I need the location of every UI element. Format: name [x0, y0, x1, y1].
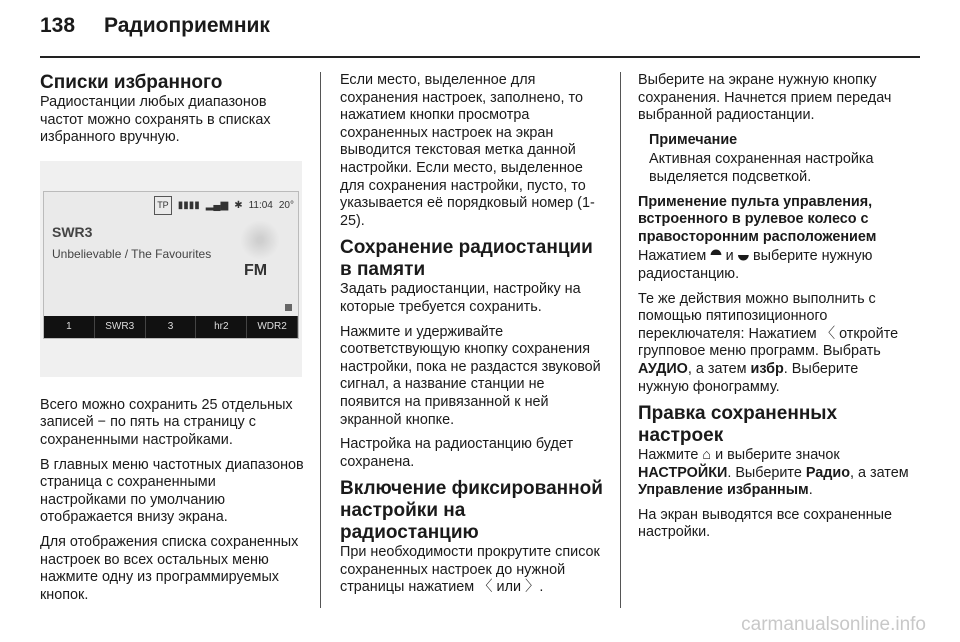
preset-button[interactable]: 3	[146, 316, 197, 338]
preset-button[interactable]: 1	[44, 316, 95, 338]
paragraph: Для отображения списка сохраненных настроек во всех остальных меню нажмите одну из программируемых кнопок.	[40, 533, 299, 603]
paragraph: При необходимости прокрутите список сохраненных настроек до нужной страницы нажатием 〈 или 〉.	[340, 544, 600, 596]
note-title: Примечание	[649, 131, 738, 148]
clock: 11:04	[248, 199, 273, 211]
paragraph: На экран выводятся все сохраненные настройки.	[638, 506, 893, 541]
column-divider	[320, 72, 321, 608]
paragraph: Если место, выделенное для сохранения настроек, заполнено, то нажатием кнопки просмотра сохраненных настроек на экран выводится текстовая метка данной настройки. Если место, выделенное для сохранения настройки, пусто, то указывается её порядковый номер (1-25).	[340, 72, 595, 229]
paragraph: В главных меню частотных диапазонов страница с сохраненными настройками по умолчанию отображается внизу экрана.	[40, 456, 304, 526]
column-3	[638, 72, 912, 549]
preset-bar	[44, 316, 298, 338]
column-1	[40, 72, 306, 611]
subheading-steering-wheel: Применение пульта управления, встроенного в рулевое колесо с правосторонним расположением	[638, 193, 877, 245]
battery-icon: ▮▮▮▮	[177, 199, 200, 211]
column-divider	[620, 72, 621, 608]
temperature: 20°	[278, 199, 294, 211]
note-box	[638, 132, 912, 187]
section-heading-favourites: Списки избранного	[40, 72, 223, 93]
radio-screen-figure	[40, 161, 302, 377]
paragraph: Нажмите и удерживайте соответствующую кнопку сохранения настройки, пока не раздастся звуковой сигнал, а название станции не появится на привязанной к ней экранной кнопке.	[340, 323, 601, 428]
preset-button[interactable]: hr2	[196, 316, 247, 338]
tp-indicator: TP	[154, 196, 172, 216]
antenna-icon	[240, 220, 280, 260]
note-text: Активная сохраненная настройка выделяется подсветкой.	[649, 151, 874, 185]
page-header	[40, 14, 270, 38]
preset-button[interactable]: WDR2	[247, 316, 298, 338]
paragraph: Радиостанции любых диапазонов частот можно сохранять в списках избранного вручную.	[40, 94, 271, 146]
section-heading-save: Сохранение радиостанции в памяти	[340, 237, 593, 281]
page-number: 138	[40, 14, 76, 37]
paragraph: Задать радиостанции, настройку на которые требуется сохранить.	[340, 281, 581, 315]
paragraph: Нажмите ⌂ и выберите значок НАСТРОЙКИ. Выберите Радио, а затем Управление избранным.	[638, 447, 909, 499]
paragraph: Нажатием ⯊ и ⯋ выберите нужную радиостанцию.	[638, 248, 873, 282]
column-2	[340, 72, 608, 604]
band-label: FM	[244, 261, 268, 279]
section-heading-edit: Правка сохраненных настроек	[638, 403, 838, 447]
paragraph: Всего можно сохранить 25 отдельных записей − по пять на страницу с сохраненными настройками.	[40, 396, 293, 448]
station-name: SWR3	[52, 223, 93, 240]
preset-button[interactable]: SWR3	[95, 316, 146, 338]
paragraph: Настройка на радиостанцию будет сохранена.	[340, 436, 574, 470]
status-bar	[154, 196, 294, 216]
paragraph: Выберите на экране нужную кнопку сохранения. Начнется прием передач выбранной радиостанции.	[638, 72, 892, 124]
header-rule	[40, 56, 920, 58]
page-title: Радиоприемник	[104, 14, 270, 37]
radio-screen	[43, 191, 299, 339]
watermark: carmanualsonline.info	[741, 614, 926, 635]
scroll-indicator	[285, 304, 292, 311]
song-title: Unbelievable / The Favourites	[52, 246, 212, 261]
paragraph: Те же действия можно выполнить с помощью пятипозиционного переключателя: Нажатием 〈 откройте групповое меню программ. Выбрать АУДИО, а затем избр. Выберите нужную фонограмму.	[638, 290, 899, 395]
signal-icon: ▂▄▆	[205, 199, 229, 211]
section-heading-fixed: Включение фиксированной настройки на радиостанцию	[340, 478, 603, 544]
bluetooth-icon: ✱	[234, 199, 243, 211]
